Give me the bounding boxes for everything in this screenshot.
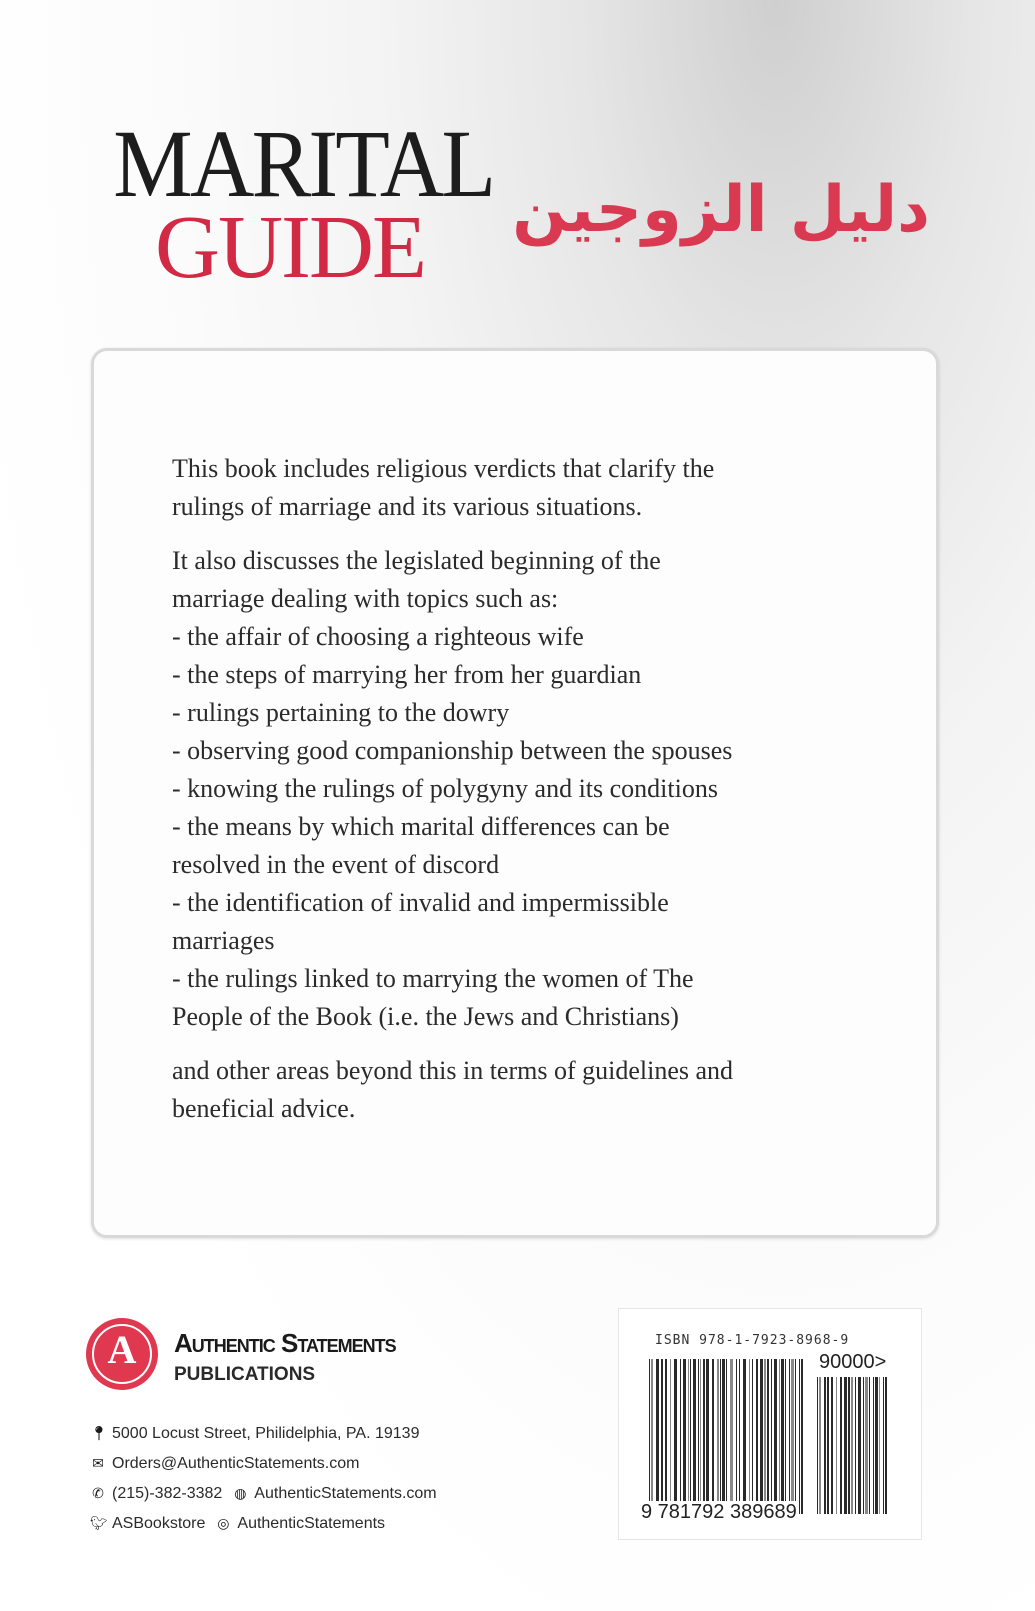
topic-item: - the identification of invalid and impermissible — [172, 888, 669, 917]
topic-item: - the means by which marital differences can be — [172, 812, 670, 841]
barcode-bar — [774, 1359, 777, 1514]
barcode-bar — [767, 1359, 769, 1514]
intro-paragraph — [172, 450, 872, 526]
intro-line: This book includes religious verdicts that clarify the — [172, 454, 715, 483]
closing-paragraph — [172, 1052, 872, 1128]
phone-text[interactable]: (215)-382-3382 — [112, 1485, 223, 1502]
website-link[interactable]: AuthenticStatements.com — [254, 1485, 437, 1502]
barcode-bar — [791, 1359, 794, 1514]
price-code: 90000> — [819, 1351, 887, 1373]
barcode-bar — [743, 1359, 746, 1514]
barcode-bar — [873, 1377, 874, 1514]
publisher-logo-icon — [86, 1318, 158, 1390]
barcode-bar — [844, 1377, 847, 1514]
barcode-bar — [799, 1359, 800, 1514]
email-icon: ✉ — [92, 1455, 104, 1471]
barcode-bar — [760, 1359, 763, 1514]
arabic-title: دليل الزوجين — [512, 173, 930, 247]
barcode-bar — [712, 1359, 714, 1514]
globe-icon: ◍ — [234, 1485, 247, 1501]
barcode-bar — [785, 1359, 786, 1514]
topic-item: - the rulings linked to marrying the women of The — [172, 964, 694, 993]
twitter-icon: 🐦︎ — [90, 1515, 108, 1531]
barcode-bar — [885, 1377, 887, 1514]
topic-item: - rulings pertaining to the dowry — [172, 698, 510, 727]
logo-letter: A — [107, 1327, 137, 1372]
barcode-bar — [656, 1359, 659, 1514]
barcode-bar — [688, 1359, 689, 1514]
address-row — [90, 1418, 437, 1448]
instagram-handle[interactable]: AuthenticStatements — [237, 1515, 386, 1532]
barcode-bar — [883, 1377, 884, 1514]
barcode-bar — [700, 1359, 701, 1514]
barcode-bar — [674, 1359, 677, 1514]
topic-item: - the steps of marrying her from her guardian — [172, 660, 642, 689]
email-link[interactable]: Orders@AuthenticStatements.com — [112, 1455, 360, 1472]
topic-item: marriages — [172, 926, 275, 955]
barcode-bar — [703, 1359, 705, 1514]
book-description — [172, 450, 872, 1144]
barcode-bar — [726, 1359, 727, 1514]
address-text: 5000 Locust Street, Philidelphia, PA. 19139 — [112, 1425, 420, 1442]
book-title — [100, 110, 494, 297]
title-line-guide: GUIDE — [155, 198, 425, 297]
instagram-icon: ◎ — [217, 1515, 230, 1531]
barcode-bar — [756, 1359, 758, 1514]
barcode-bar — [836, 1377, 837, 1514]
title-line-marital: MARITAL — [113, 110, 494, 217]
publisher-name: Authentic Statements — [174, 1328, 396, 1358]
phone-icon: ✆ — [92, 1485, 104, 1501]
phone-web-row — [90, 1478, 437, 1508]
barcode-bar — [690, 1359, 691, 1514]
barcode-bar — [749, 1359, 750, 1514]
barcode-bar — [693, 1359, 696, 1514]
topic-item: - knowing the rulings of polygyny and its conditions — [172, 774, 718, 803]
twitter-handle[interactable]: ASBookstore — [112, 1515, 206, 1532]
map-pin-icon: 📍︎ — [90, 1425, 108, 1441]
addon-bars — [817, 1377, 895, 1514]
barcode-bar — [855, 1377, 856, 1514]
barcode-bar — [875, 1377, 878, 1514]
barcode-bar — [680, 1359, 681, 1514]
barcode-bar — [665, 1359, 667, 1514]
barcode-bar — [869, 1377, 870, 1514]
topic-item: resolved in the event of discord — [172, 850, 500, 879]
barcode-bar — [698, 1359, 699, 1514]
barcode-bar — [865, 1377, 868, 1514]
topics-line: It also discusses the legislated beginning of the — [172, 546, 661, 575]
barcode-bar — [661, 1359, 663, 1514]
topic-item: - observing good companionship between the spouses — [172, 736, 733, 765]
barcode-bar — [730, 1359, 733, 1514]
barcode-bar — [789, 1359, 790, 1514]
barcode-bar — [879, 1377, 880, 1514]
barcode-bar — [736, 1359, 737, 1514]
intro-line: rulings of marriage and its various situations. — [172, 492, 643, 521]
isbn-barcode — [618, 1308, 922, 1540]
barcode-bar — [717, 1359, 719, 1514]
barcode-bar — [722, 1359, 725, 1514]
closing-line: beneficial advice. — [172, 1094, 356, 1123]
publisher-contacts — [90, 1418, 437, 1538]
barcode-bar — [831, 1377, 833, 1514]
ean-digits: 9 781792 389689 — [641, 1501, 797, 1523]
barcode-bar — [819, 1377, 821, 1514]
publisher-subtitle: PUBLICATIONS — [174, 1364, 316, 1385]
barcode-bar — [827, 1377, 829, 1514]
closing-line: and other areas beyond this in terms of guidelines and — [172, 1056, 734, 1085]
barcode-bar — [817, 1377, 818, 1514]
barcode-bar — [863, 1377, 864, 1514]
ean-bars — [649, 1359, 804, 1514]
barcode-bar — [651, 1359, 653, 1514]
barcode-bar — [824, 1377, 826, 1514]
barcode-bar — [795, 1359, 796, 1514]
barcode-bar — [720, 1359, 721, 1514]
barcode-bar — [771, 1359, 772, 1514]
topics-line: marriage dealing with topics such as: — [172, 584, 559, 613]
barcode-bar — [851, 1377, 853, 1514]
email-row — [90, 1448, 437, 1478]
barcode-bar — [801, 1359, 803, 1514]
barcode-bar — [781, 1359, 784, 1514]
barcode-bar — [739, 1359, 740, 1514]
barcode-bar — [670, 1359, 671, 1514]
barcode-bar — [840, 1377, 842, 1514]
barcode-bar — [764, 1359, 766, 1514]
social-row — [90, 1508, 437, 1538]
barcode-bar — [752, 1359, 753, 1514]
barcode-bar — [706, 1359, 709, 1514]
topics-paragraph — [172, 542, 872, 1036]
topic-item: - the affair of choosing a righteous wife — [172, 622, 584, 651]
barcode-bar — [779, 1359, 780, 1514]
isbn-label: ISBN 978-1-7923-8968-9 — [655, 1333, 850, 1348]
barcode-bar — [858, 1377, 861, 1514]
topic-item: People of the Book (i.e. the Jews and Christians) — [172, 1002, 679, 1031]
barcode-bar — [649, 1359, 650, 1514]
barcode-bar — [848, 1377, 850, 1514]
barcode-bar — [683, 1359, 686, 1514]
